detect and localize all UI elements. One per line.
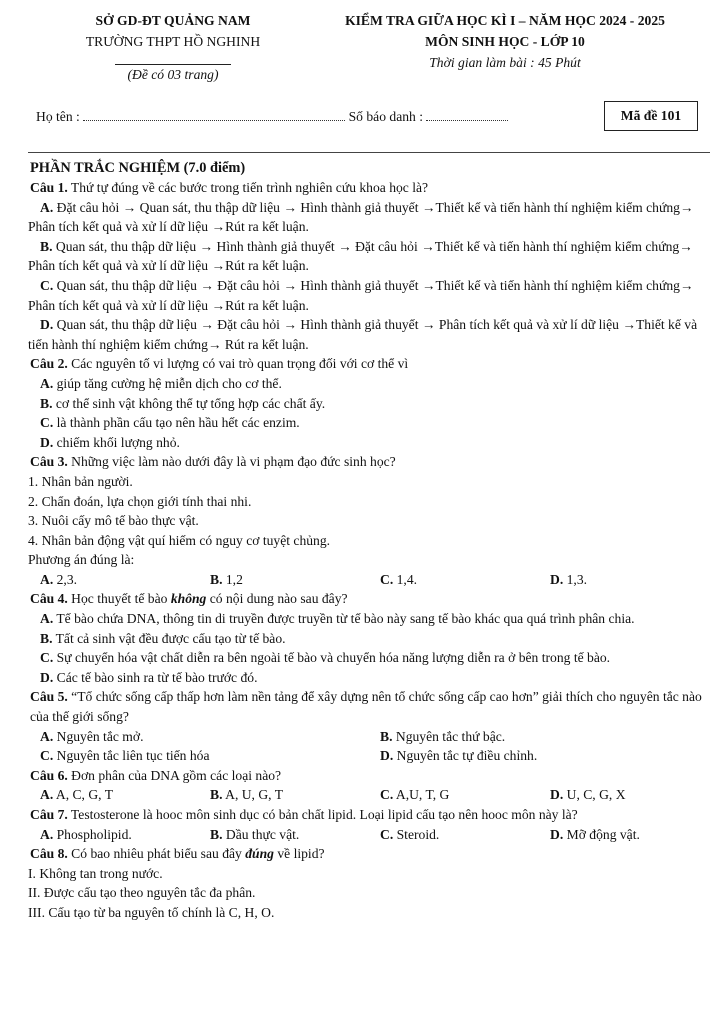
question-4-option-d[interactable]: D. Các tế bào sinh ra từ tế bào trước đó. — [40, 669, 258, 685]
question-4: Câu 4. Học thuyết tế bào không có nội dung nào sau đây? — [30, 591, 348, 607]
question-6-option-a[interactable]: A. A, C, G, T — [40, 787, 114, 803]
student-id-label: Số báo danh : — [348, 109, 423, 124]
question-8-item: III. Cấu tạo từ ba nguyên tố chính là C, H, O. — [28, 904, 275, 920]
name-label: Họ tên : — [36, 109, 80, 124]
student-id-field[interactable] — [426, 107, 508, 121]
question-8-item: II. Được cấu tạo theo nguyên tắc đa phân. — [28, 885, 256, 901]
time-limit: Thời gian làm bài : 45 Phút — [429, 55, 581, 70]
question-4-option-c[interactable]: C. Sự chuyển hóa vật chất diễn ra bên ngoài tế bào và chuyển hóa năng lượng diễn ra ở bên trong tế bào. — [40, 650, 611, 666]
question-5: Câu 5. “Tổ chức sống cấp thấp hơn làm nền tảng để xây dựng nên tổ chức sống cấp cao hơn” giải thích cho nguyên tắc nào của thế giới sống? — [30, 689, 702, 725]
question-3-item: 2. Chẩn đoán, lựa chọn giới tính thai nhi. — [28, 493, 252, 509]
question-4-option-b[interactable]: B. Tất cả sinh vật đều được cấu tạo từ tế bào. — [40, 630, 286, 646]
question-7-option-a[interactable]: A. Phospholipid. — [40, 826, 132, 842]
question-1-option-d[interactable]: D. Quan sát, thu thập dữ liệu → Đặt câu hỏi → Hình thành giả thuyết → Phân tích kết quả và xử lí dữ liệu →Thiết kế và tiến hành thí nghiệm kiểm chứng→ Rút ra kết luận. — [28, 317, 698, 352]
header-left — [38, 10, 308, 85]
question-5-option-a[interactable]: A. Nguyên tắc mở. — [40, 728, 144, 744]
question-5-option-c[interactable]: C. Nguyên tắc liên tục tiến hóa — [40, 748, 210, 764]
question-3-option-c[interactable]: C. 1,4. — [380, 571, 418, 587]
subject-title: MÔN SINH HỌC - LỚP 10 — [425, 34, 585, 49]
question-3-options — [28, 570, 708, 590]
question-1-option-b[interactable]: B. Quan sát, thu thập dữ liệu → Hình thành giả thuyết → Đặt câu hỏi →Thiết kế và tiến hành thí nghiệm kiểm chứng→ Phân tích kết quả và xử lí dữ liệu →Rút ra kết luận. — [28, 238, 693, 274]
student-info — [36, 107, 596, 127]
question-7-option-c[interactable]: C. Steroid. — [380, 826, 440, 842]
question-6: Câu 6. Đơn phân của DNA gồm các loại nào? — [30, 767, 282, 783]
question-5-options-row-1 — [28, 727, 708, 747]
question-7-option-b[interactable]: B. Dầu thực vật. — [210, 826, 300, 842]
question-6-option-d[interactable]: D. U, C, G, X — [550, 787, 626, 803]
question-7-options — [28, 825, 708, 845]
header-rule — [28, 152, 710, 153]
question-1-option-c[interactable]: C. Quan sát, thu thập dữ liệu → Đặt câu hỏi → Hình thành giả thuyết →Thiết kế và tiến hành thí nghiệm kiểm chứng→ Phân tích kết quả và xử lí dữ liệu →Rút ra kết luận. — [28, 277, 694, 313]
header-right — [300, 10, 710, 73]
question-3-option-d[interactable]: D. 1,3. — [550, 571, 588, 587]
question-2-option-b[interactable]: B. cơ thể sinh vật không thể tự tổng hợp các chất ấy. — [40, 395, 326, 411]
section-title: PHẦN TRẮC NGHIỆM (7.0 điểm) — [30, 160, 246, 176]
name-field[interactable] — [83, 107, 345, 121]
question-7-option-d[interactable]: D. Mỡ động vật. — [550, 826, 640, 842]
question-3-item: 1. Nhân bản người. — [28, 473, 133, 489]
question-2-option-c[interactable]: C. là thành phần cấu tạo nên hầu hết các enzim. — [40, 415, 300, 431]
exam-content — [28, 158, 708, 923]
question-8-item: I. Không tan trong nước. — [28, 865, 163, 881]
question-3-prompt: Phương án đúng là: — [28, 552, 135, 568]
question-3-item: 3. Nuôi cấy mô tế bào thực vật. — [28, 513, 199, 529]
question-2-option-d[interactable]: D. chiếm khối lượng nhỏ. — [40, 434, 180, 450]
question-3-item: 4. Nhân bản động vật quí hiếm có nguy cơ tuyệt chủng. — [28, 532, 331, 548]
question-6-option-b[interactable]: B. A, U, G, T — [210, 787, 284, 803]
question-4-option-a[interactable]: A. Tế bào chứa DNA, thông tin di truyền được truyền từ tế bào này sang tế bào khác qua quá trình phân chia. — [40, 611, 635, 627]
question-5-option-d[interactable]: D. Nguyên tắc tự điều chỉnh. — [380, 748, 538, 764]
exam-code-box: Mã đề 101 — [604, 101, 698, 131]
exam-title: KIỂM TRA GIỮA HỌC KÌ I – NĂM HỌC 2024 - 2025 — [345, 13, 665, 28]
department-name: SỞ GD-ĐT QUẢNG NAM — [95, 13, 251, 28]
school-name: TRƯỜNG THPT HỒ NGHINH — [85, 34, 261, 49]
question-3: Câu 3. Những việc làm nào dưới đây là vi phạm đạo đức sinh học? — [30, 454, 396, 470]
question-3-option-b[interactable]: B. 1,2 — [210, 571, 243, 587]
question-1-option-a[interactable]: A. Đặt câu hỏi → Quan sát, thu thập dữ liệu → Hình thành giả thuyết →Thiết kế và tiến hành thí nghiệm kiểm chứng→ Phân tích kết quả và xử lí dữ liệu →Rút ra kết luận. — [28, 199, 694, 235]
question-1: Câu 1. Thứ tự đúng về các bước trong tiến trình nghiên cứu khoa học là? — [30, 180, 429, 195]
question-8: Câu 8. Có bao nhiêu phát biểu sau đây đúng về lipid? — [30, 846, 325, 862]
page-count-note: (Đề có 03 trang) — [127, 67, 219, 82]
question-6-options — [28, 785, 708, 805]
question-5-options-row-2 — [28, 746, 708, 766]
question-7: Câu 7. Testosterone là hooc môn sinh dục có bản chất lipid. Loại lipid cấu tạo nên hooc môn này là? — [30, 807, 578, 822]
question-2: Câu 2. Các nguyên tố vi lượng có vai trò quan trọng đối với cơ thể vì — [30, 356, 409, 372]
question-6-option-c[interactable]: C. A,U, T, G — [380, 787, 450, 803]
question-2-option-a[interactable]: A. giúp tăng cường hệ miễn dịch cho cơ thể. — [40, 375, 282, 391]
question-3-option-a[interactable]: A. 2,3. — [40, 571, 78, 587]
question-5-option-b[interactable]: B. Nguyên tắc thứ bậc. — [380, 728, 506, 744]
